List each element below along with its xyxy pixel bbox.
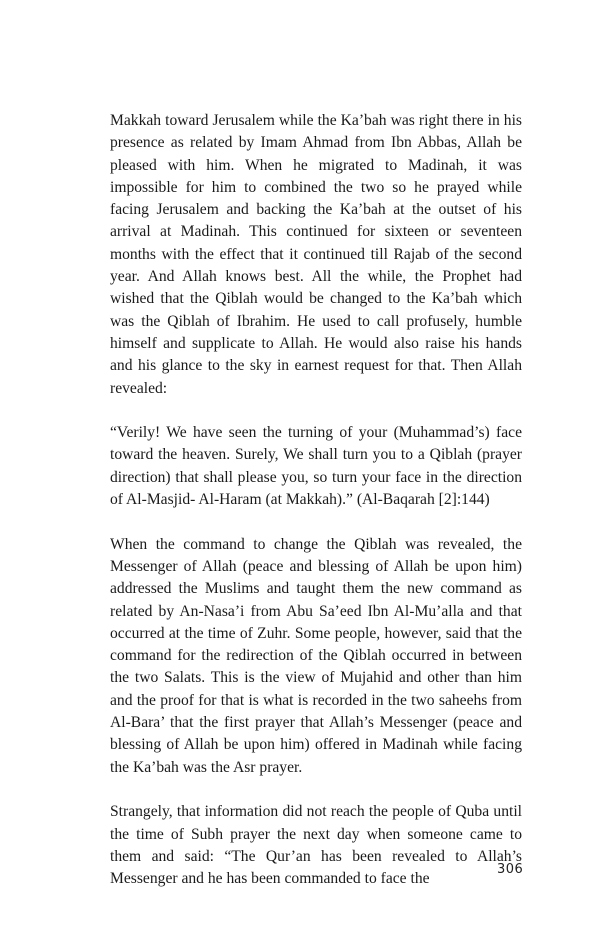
body-text xyxy=(110,110,522,890)
paragraph-qiblah-history: Makkah toward Jerusalem while the Ka’bah was right there in his presence as related by Imam Ahmad from Ibn Abbas, Allah be pleased with him. When he migrated to Madinah, it was impossible for him to combined the two so he prayed while facing Jerusalem and backing the Ka’bah at the outset of his arrival at Madinah. This continued for sixteen or seventeen months with the effect that it continued till Rajab of the second year. And Allah knows best. All the while, the Prophet had wished that the Qiblah would be changed to the Ka’bah which was the Qiblah of Ibrahim. He used to call profusely, humble himself and supplicate to Allah. He would also raise his hands and his glance to the sky in earnest request for that. Then Allah revealed: xyxy=(110,112,522,397)
paragraph-command-revealed: When the command to change the Qiblah was revealed, the Messenger of Allah (peace and blessing of Allah be upon him) addressed the Muslims and taught them the new command as related by An-Nasa’i from Abu Sa’eed Ibn Al-Mu’alla and that occurred at the time of Zuhr. Some people, however, said that the command for the redirection of the Qiblah occurred in between the two Salats. This is the view of Mujahid and other than him and the proof for that is what is recorded in the two saheehs from Al-Bara’ that the first prayer that Allah’s Messenger (peace and blessing of Allah be upon him) offered in Madinah while facing the Ka’bah was the Asr prayer. xyxy=(110,535,522,776)
page-number: 306 xyxy=(497,862,524,877)
quran-quote-paragraph: “Verily! We have seen the turning of your (Muhammad’s) face toward the heaven. Surely, We shall turn you to a Qiblah (prayer direction) that shall please you, so turn your face in the direction of Al-Masjid- Al-Haram (at Makkah).” (Al-Baqarah [2]:144) xyxy=(110,424,522,509)
paragraph-quba-people: Strangely, that information did not reach the people of Quba until the time of Subh prayer the next day when someone came to them and said: “The Qur’an has been revealed to Allah’s Messenger and he has been commanded to face the xyxy=(110,803,522,888)
